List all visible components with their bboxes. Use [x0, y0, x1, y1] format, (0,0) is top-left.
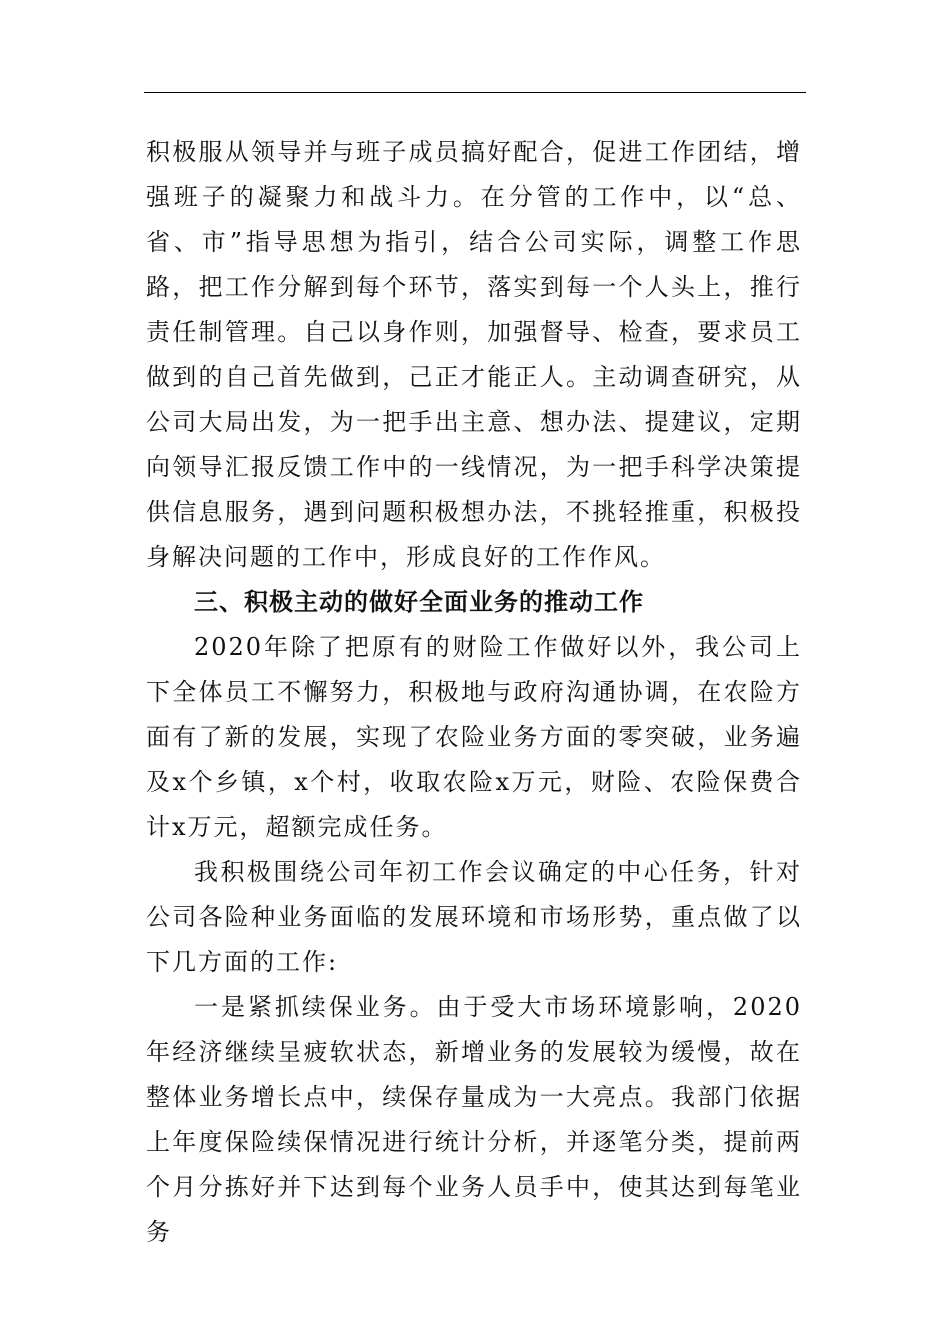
paragraph: 一是紧抓续保业务。由于受大市场环境影响，2020年经济继续呈疲软状态，新增业务的发展较为缓慢，故在整体业务增长点中，续保存量成为一大亮点。我部门依据上年度保险续保情况进行统计分析，并逐笔分类，提前两个月分拣好并下达到每个业务人员手中，使其达到每笔业务 — [146, 993, 802, 1246]
section-heading: 三、积极主动的做好全面业务的推动工作 — [194, 588, 644, 616]
paragraph-continuation: 积极服从领导并与班子成员搞好配合，促进工作团结，增强班子的凝聚力和战斗力。在分管的工作中，以“总、省、市”指导思想为指引，结合公司实际，调整工作思路，把工作分解到每个环节，落实到每一个人头上，推行责任制管理。自己以身作则，加强督导、检查，要求员工做到的自己首先做到，己正才能正人。主动调查研究，从公司大局出发，为一把手出主意、想办法、提建议，定期向领导汇报反馈工作中的一线情况，为一把手科学决策提供信息服务，遇到问题积极想办法，不挑轻推重，积极投身解决问题的工作中，形成良好的工作作风。 — [146, 138, 802, 571]
paragraph: 我积极围绕公司年初工作会议确定的中心任务，针对公司各险种业务面临的发展环境和市场形势，重点做了以下几方面的工作: — [146, 858, 802, 976]
paragraph: 2020年除了把原有的财险工作做好以外，我公司上下全体员工不懈努力，积极地与政府沟通协调，在农险方面有了新的发展，实现了农险业务方面的零突破，业务遍及x个乡镇，x个村，收取农险x万元，财险、农险保费合计x万元，超额完成任务。 — [146, 633, 802, 841]
header-rule — [144, 92, 806, 93]
document-body — [146, 130, 802, 1255]
